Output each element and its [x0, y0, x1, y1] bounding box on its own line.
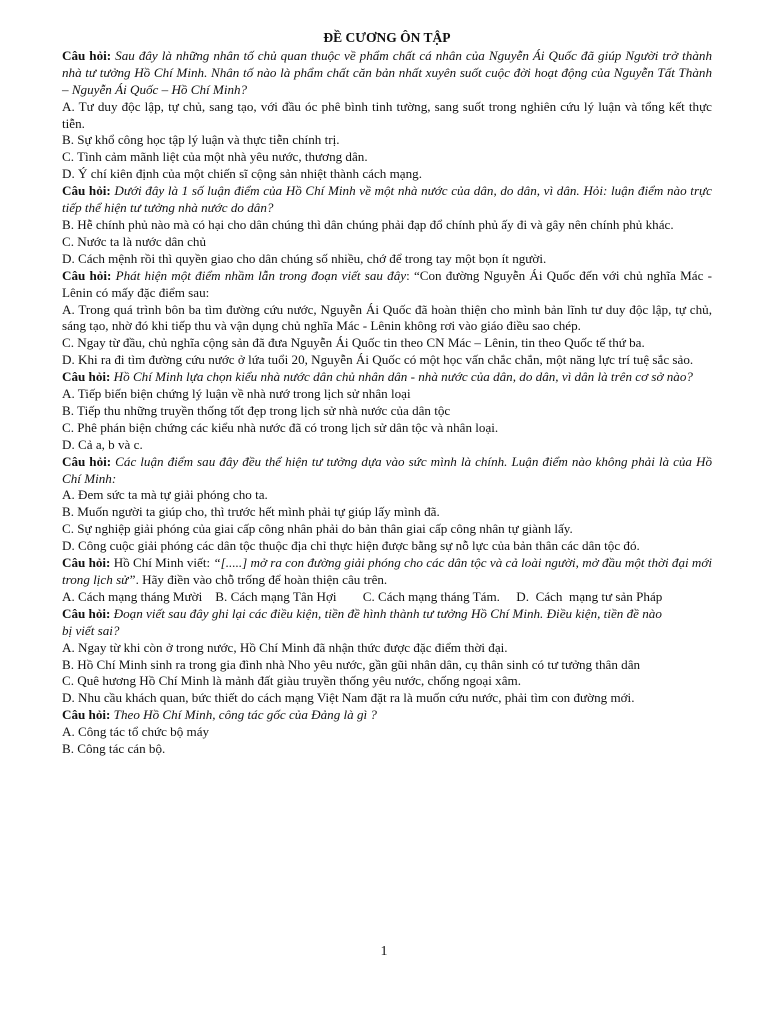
document-title: ĐỀ CƯƠNG ÔN TẬP: [323, 30, 451, 45]
option: A. Đem sức ta mà tự giải phóng cho ta.: [62, 487, 268, 503]
question-label: Câu hỏi:: [62, 183, 111, 199]
option: A. Công tác tổ chức bộ máy: [62, 724, 210, 740]
option: C. Nước ta là nước dân chủ: [62, 233, 207, 249]
option: D. Cách mệnh rồi thì quyền giao cho dân chúng số nhiều, chớ để trong tay một bọn ít người.: [62, 250, 547, 266]
option: C. Tình cảm mãnh liệt của một nhà yêu nước, thương dân.: [62, 149, 368, 165]
option: B. Tiếp thu những truyền thống tốt đẹp trong lịch sử nhà nước của dân tộc: [62, 402, 451, 418]
option: A. Tiếp biến biện chứng lý luận về nhà nướ trong lịch sử nhân loại: [62, 386, 411, 402]
question-label: Câu hỏi:: [62, 555, 111, 571]
question-block: [62, 183, 712, 268]
option: A. Ngay từ khi còn ở trong nước, Hồ Chí Minh đã nhận thức được đặc điểm thời đại.: [62, 639, 508, 655]
option: D. Công cuộc giải phóng các dân tộc thuộc địa chỉ thực hiện được bằng sự nỗ lực của bản thân các dân tộc đó.: [62, 538, 640, 554]
question-label: Câu hỏi:: [62, 707, 111, 723]
question-block: [62, 606, 712, 707]
option: C. Phê phán biện chứng các kiểu nhà nước đã có trong lịch sử dân tộc và nhân loại.: [62, 419, 499, 435]
question-block: [62, 48, 712, 183]
question-label: Câu hỏi:: [62, 47, 112, 63]
question-text: Câu hỏi: Dưới đây là 1 số luận điểm của Hồ Chí Minh về một nhà nước của dân, do dân, vì dân. Hỏi: luận điểm nào trực tiếp thể hiện tư tưởng nhà nước do dân?: [62, 183, 712, 216]
page-number: 1: [380, 944, 388, 959]
option: B. Công tác cán bộ.: [62, 741, 166, 757]
option: C. Ngay từ đầu, chủ nghĩa cộng sản đã đưa Nguyễn Ái Quốc tin theo CN Mác – Lênin, tin theo Quốc tế thứ ba.: [62, 335, 645, 351]
question-text: Câu hỏi: Đoạn viết sau đây ghi lại các điều kiện, tiền đề hình thành tư tưởng Hồ Chí Minh. Điều kiện, tiền đề nào: [62, 605, 662, 621]
option: D. Khi ra đi tìm đường cứu nước ở lứa tuổi 20, Nguyễn Ái Quốc có một học vấn chắc chắn, một năng lực trí tuệ sắc sảo.: [62, 352, 694, 368]
option: C. Sự nghiệp giải phóng của giai cấp công nhân phải do bản thân giai cấp công nhân tự giành lấy.: [62, 521, 573, 537]
question-block: [62, 454, 712, 555]
question-block: [62, 369, 712, 454]
document-page: [62, 30, 712, 758]
question-block: [62, 268, 712, 369]
question-text: Câu hỏi: Sau đây là những nhân tố chủ quan thuộc về phẩm chất cá nhân của Nguyễn Ái Quốc đã giúp Người trở thành nhà tư tưởng Hồ Chí Minh. Nhân tố nào là phẩm chất căn bản nhất xuyên suốt cuộc đời hoạt động của Nguyễn Tất Thành – Nguyễn Ái Quốc – Hồ Chí Minh?: [62, 47, 712, 97]
question-block: [62, 707, 712, 758]
option: B. Sự khổ công học tập lý luận và thực tiễn chính trị.: [62, 132, 340, 148]
option: C. Quê hương Hồ Chí Minh là mảnh đất giàu truyền thống yêu nước, chống ngoại xâm.: [62, 673, 521, 689]
option: A. Cách mạng tháng Mười B. Cách mạng Tân Hợi C. Cách mạng tháng Tám. D. Cách mạng tư sản Pháp: [62, 588, 663, 604]
option: D. Nhu cầu khách quan, bức thiết do cách mạng Việt Nam đặt ra là muốn cứu nước, phải tìm con đường mới.: [62, 690, 635, 706]
option: B. Hồ Chí Minh sinh ra trong gia đình nhà Nho yêu nước, gần gũi nhân dân, cụ thân sinh có tư tưởng thân dân: [62, 656, 641, 672]
question-text: Câu hỏi: Phát hiện một điểm nhầm lẫn trong đoạn viết sau đây: “Con đường Nguyễn Ái Quốc đến với chủ nghĩa Mác - Lênin có mấy đặc điểm sau:: [62, 267, 713, 300]
option: B. Hễ chính phủ nào mà có hại cho dân chúng thì dân chúng phải đạp đổ chính phủ ấy đi và gây nên chính phủ khác.: [62, 216, 674, 232]
question-text: Câu hỏi: Theo Hồ Chí Minh, công tác gốc của Đảng là gì ?: [62, 707, 377, 723]
option: A. Tư duy độc lập, tự chủ, sang tạo, với đầu óc phê bình tinh tường, sang suốt trong nghiên cứu lý luận và tổng kết thực tiễn.: [62, 98, 712, 131]
option: D. Ý chí kiên định của một chiến sĩ cộng sản nhiệt thành cách mạng.: [62, 166, 422, 182]
question-text: Câu hỏi: Các luận điểm sau đây đều thể hiện tư tưởng dựa vào sức mình là chính. Luận điểm nào không phải là của Hồ Chí Minh:: [62, 453, 712, 486]
question-label: Câu hỏi:: [62, 605, 111, 621]
question-label: Câu hỏi:: [62, 267, 112, 283]
question-block: [62, 555, 712, 606]
option: B. Muốn người ta giúp cho, thì trước hết mình phải tự giúp lấy mình đã.: [62, 504, 440, 520]
question-label: Câu hỏi:: [62, 369, 111, 385]
option: A. Trong quá trình bôn ba tìm đường cứu nước, Nguyễn Ái Quốc đã hoàn thiện cho mình bản lĩnh tư duy độc lập, tự chủ, sáng tạo, nhờ đó khi tiếp thu và vận dụng chủ nghĩa Mác - Lênin không rơi vào giáo điều sao chép.: [62, 301, 712, 334]
question-label: Câu hỏi:: [62, 453, 112, 469]
question-text-continued: bị viết sai?: [62, 622, 120, 638]
question-text: Câu hỏi: Hồ Chí Minh lựa chọn kiểu nhà nước dân chủ nhân dân - nhà nước của dân, do dân, vì dân là trên cơ sở nào?: [62, 369, 693, 385]
question-text: Câu hỏi: Hồ Chí Minh viết: “[.....] mở ra con đường giải phóng cho các dân tộc và cả loài người, mở đầu một thời đại mới trong lịch sử”. Hãy điền vào chỗ trống để hoàn thiện câu trên.: [62, 555, 712, 587]
option: D. Cả a, b và c.: [62, 436, 143, 452]
